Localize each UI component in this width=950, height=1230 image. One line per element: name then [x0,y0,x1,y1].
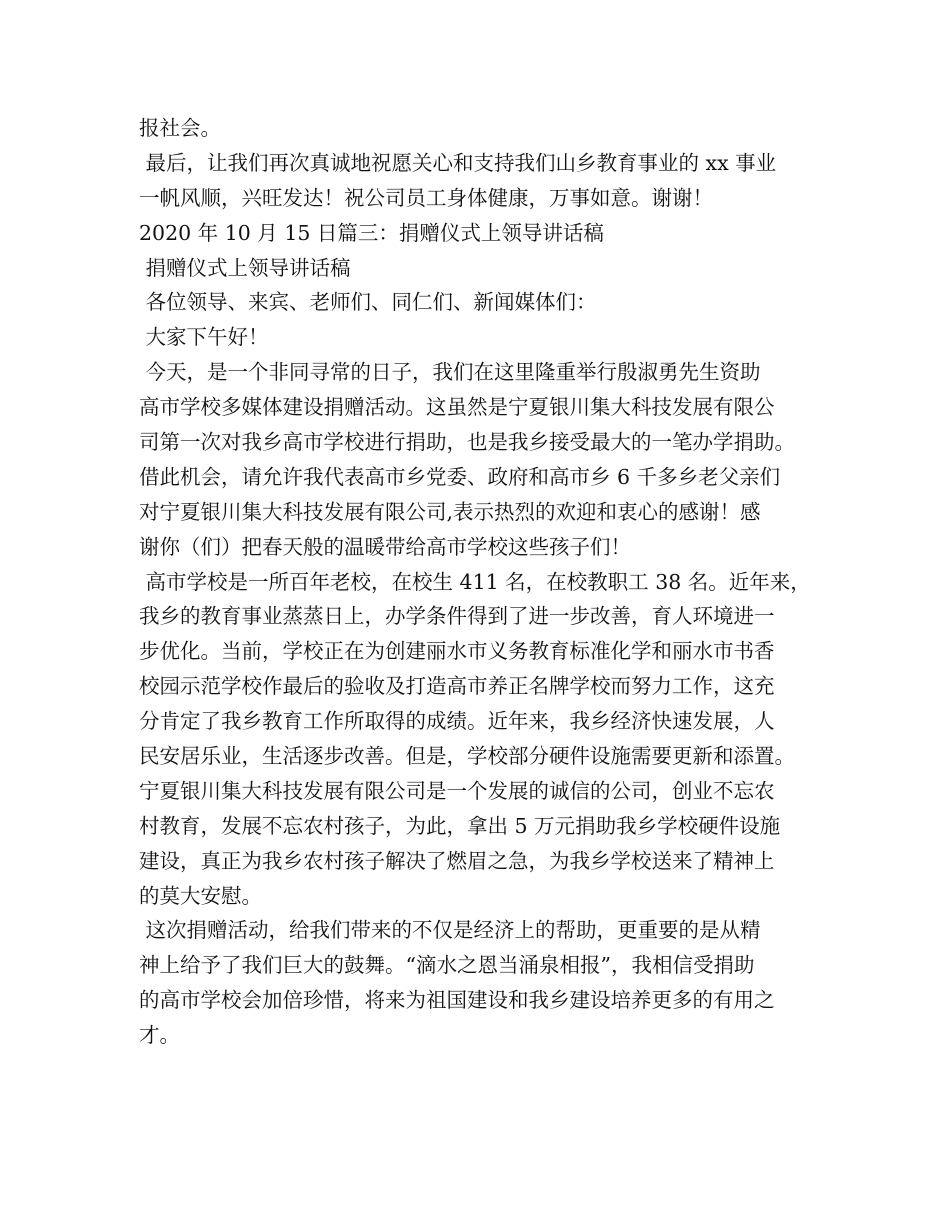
text-line: 高市学校多媒体建设捐赠活动。这虽然是宁夏银川集大科技发展有限公 [139,395,775,420]
text-line: 这次捐赠活动，给我们带来的不仅是经济上的帮助，更重要的是从精 [139,918,761,943]
text-line: 才。 [139,1023,180,1048]
text-line: 神上给予了我们巨大的鼓舞。“滴水之恩当涌泉相报”，我相信受捐助 [139,953,755,978]
salutation: 各位领导、来宾、老师们、同仁们、新闻媒体们： [139,290,597,315]
text-line: 高市学校是一所百年老校，在校生 411 名，在校教职工 38 名。近年来， [139,569,811,594]
text-line: 建设，真正为我乡农村孩子解决了燃眉之急，为我乡学校送来了精神上 [139,848,775,873]
document-body [139,111,829,1053]
text-line: 民安居乐业，生活逐步改善。但是，学校部分硬件设施需要更新和添置。 [139,744,795,769]
greeting: 大家下午好！ [139,325,269,350]
text-line: 校园示范学校作最后的验收及打造高市养正名牌学校而努力工作，这充 [139,674,775,699]
text-line: 对宁夏银川集大科技发展有限公司,表示热烈的欢迎和衷心的感谢！感 [139,499,761,524]
section-title: 捐赠仪式上领导讲话稿 [139,255,351,280]
text-line: 今天，是一个非同寻常的日子，我们在这里隆重举行殷淑勇先生资助 [139,360,761,385]
text-line: 我乡的教育事业蒸蒸日上，办学条件得到了进一步改善，育人环境进一 [139,604,775,629]
text-line: 分肯定了我乡教育工作所取得的成绩。近年来，我乡经济快速发展，人 [139,709,775,734]
text-line: 谢你（们）把春天般的温暖带给高市学校这些孩子们！ [139,534,631,559]
text-line: 报社会。 [139,116,221,140]
text-line: 最后，让我们再次真诚地祝愿关心和支持我们山乡教育事业的 xx 事业 [139,150,777,175]
text-line: 的高市学校会加倍珍惜，将来为祖国建设和我乡建设培养更多的有用之 [139,988,775,1013]
text-line: 借此机会，请允许我代表高市乡党委、政府和高市乡 6 千多乡老父亲们 [139,464,781,489]
text-line: 的莫大安慰。 [139,883,262,908]
text-line: 宁夏银川集大科技发展有限公司是一个发展的诚信的公司，创业不忘农 [139,778,775,803]
text-line: 一帆风顺，兴旺发达！祝公司员工身体健康，万事如意。谢谢！ [139,185,713,210]
text-line: 步优化。当前，学校正在为创建丽水市义务教育标准化学和丽水市书香 [139,639,775,664]
text-line: 2020 年 10 月 15 日篇三：捐赠仪式上领导讲话稿 [139,220,604,245]
text-line: 司第一次对我乡高市学校进行捐助，也是我乡接受最大的一笔办学捐助。 [139,430,795,455]
text-line: 村教育，发展不忘农村孩子，为此，拿出 5 万元捐助我乡学校硬件设施 [139,813,781,838]
